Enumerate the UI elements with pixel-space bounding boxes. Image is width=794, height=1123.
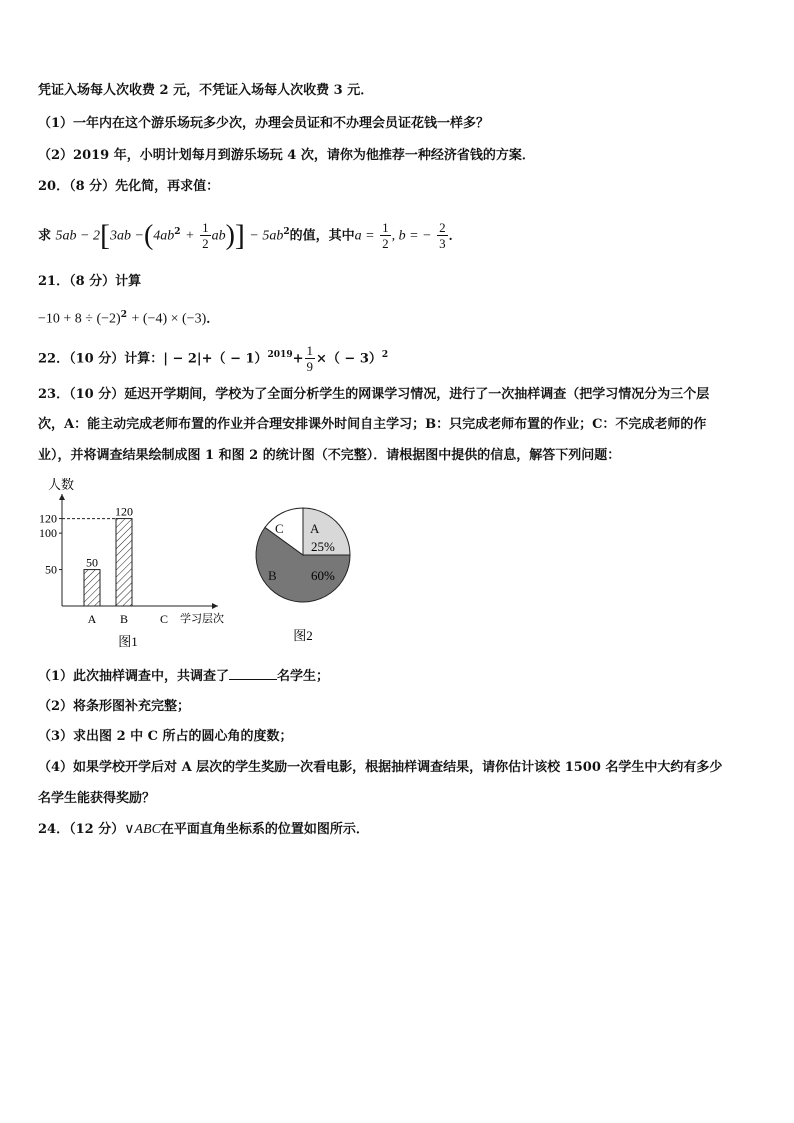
- q23-s1-tail: 名学生；: [277, 669, 330, 684]
- q20-expr-a: 5ab − 2: [55, 228, 100, 244]
- y-tick-label: 100: [39, 526, 57, 541]
- question-23-line-2: 次，A：能主动完成老师布置的作业并合理安排课外时间自主学习；B：只完成老师布置的作业；C：不完成老师的作: [38, 417, 707, 432]
- q20-expr-c-sup: 2: [174, 227, 181, 237]
- y-tick-label: 120: [39, 511, 57, 526]
- q24-title: 24．（12 分）: [38, 822, 125, 837]
- y-tick-label: 50: [45, 562, 57, 577]
- bar-chart-figure-1: [28, 474, 238, 654]
- pie-label: A: [310, 521, 320, 536]
- question-19-part-2: （2）2019 年，小明计划每月到游乐场玩 4 次，请你为他推荐一种经济省钱的方案．: [38, 148, 535, 163]
- question-19-part-1: （1）一年内在这个游乐场玩多少次，办理会员证和不办理会员证花钱一样多？: [38, 116, 490, 131]
- y-axis-label: 人数: [48, 477, 75, 492]
- q20-expr-c: 4ab: [153, 228, 175, 244]
- answer-blank[interactable]: [229, 667, 277, 680]
- q20-b-eq: , b = −: [391, 228, 432, 244]
- question-22: [38, 338, 388, 376]
- q20-frac-2: $\frac{1}{2}$: [382, 220, 389, 252]
- question-21-title: 21．（8 分）计算: [38, 274, 142, 289]
- pie-chart-figure-2: [248, 500, 358, 650]
- question-23-sub-4-line-1: （4）如果学校开学后对 A 层次的学生奖励一次看电影，根据抽样调查结果，请你估计该校 1500 名学生中大约有多少: [38, 760, 723, 775]
- q20-expr-d: +: [185, 228, 195, 244]
- x-axis-label: 学习层次: [180, 613, 224, 625]
- q20-expr-f-sup: 2: [283, 227, 290, 237]
- q20-end: ．: [448, 228, 462, 244]
- q22-title: 22．（10 分）计算：| − 2|+（ − 1）: [38, 351, 268, 367]
- q20-expr-e: ab: [211, 228, 226, 244]
- question-23-line-1: 23．（10 分）延迟开学期间，学校为了全面分析学生的网课学习情况，进行了一次抽样调查（把学习情况分为三个层: [38, 387, 710, 402]
- q22-tail: ×（ − 3）: [316, 351, 382, 367]
- q20-a-eq: a =: [354, 228, 375, 244]
- q20-mid: 的值，其中: [289, 228, 355, 244]
- q22-sup2: 2: [381, 350, 389, 360]
- q20-frac-1: $\frac{1}{2}$: [202, 220, 209, 252]
- y-axis-arrow: [59, 494, 65, 500]
- q21-sup: 2: [120, 310, 127, 320]
- question-23-sub-3: （3）求出图 2 中 C 所占的圆心角的度数；: [38, 729, 293, 744]
- q24-triangle-symbol: ∨ABC: [124, 822, 161, 837]
- question-20-title: 20．（8 分）先化简，再求值：: [38, 179, 220, 194]
- figure-2-caption: 图2: [293, 628, 313, 643]
- figure-1-caption: 图1: [118, 634, 138, 649]
- q21-expr-b: + (−4) × (−3): [131, 311, 207, 327]
- q21-expr-a: −10 + 8 ÷ (−2): [38, 311, 121, 327]
- bar-B: [116, 519, 132, 606]
- q24-rest: 在平面直角坐标系的位置如图所示．: [160, 822, 369, 837]
- pie-data-label: 60%: [311, 568, 335, 583]
- bar-data-label: 50: [86, 555, 98, 570]
- question-23-line-3: 业），并将调查结果绘制成图 1 和图 2 的统计图（不完整）．请根据图中提供的信息，解答下列问题：: [38, 448, 621, 463]
- q20-lead: 求: [38, 228, 52, 244]
- question-23-sub-1: [38, 667, 329, 686]
- q20-expr-b: 3ab −: [110, 228, 144, 244]
- bar-A: [84, 570, 100, 606]
- question-23-sub-2: （2）将条形图补充完整；: [38, 699, 191, 714]
- question-24: [38, 821, 369, 839]
- pie-label: C: [275, 521, 284, 536]
- question-23-sub-4-line-2: 名学生能获得奖励？: [38, 791, 156, 806]
- pie-data-label: 25%: [311, 539, 335, 554]
- pie-label: B: [268, 568, 277, 583]
- q22-plus: +: [292, 351, 304, 367]
- question-21-expression: [38, 306, 219, 328]
- intro-line-1: 凭证入场每人次收费 2 元，不凭证入场每人次收费 3 元．: [38, 83, 374, 98]
- question-20-expression: 求 $5ab - 2[3ab -(4ab^2$ + $\frac{1}{2}$ $ab)] - 5ab^2$的值，其中a = $\frac{1}{2}$ , b = − $\frac{2}{3}$ ．: [38, 218, 462, 252]
- q22-sup1: 2019: [267, 350, 293, 360]
- q22-frac: $\frac{1}{9}$: [306, 343, 314, 375]
- x-tick-label: C: [159, 612, 169, 626]
- x-tick-label: A: [87, 612, 97, 626]
- q23-s1-text: （1）此次抽样调查中，共调查了: [38, 669, 230, 684]
- q21-end: ．: [206, 311, 220, 327]
- x-axis-arrow: [212, 603, 218, 609]
- q20-expr-f: − 5ab: [249, 228, 284, 244]
- q20-frac-3: $\frac{2}{3}$: [439, 220, 446, 252]
- x-tick-label: B: [119, 612, 129, 626]
- bar-data-label: 120: [115, 504, 133, 519]
